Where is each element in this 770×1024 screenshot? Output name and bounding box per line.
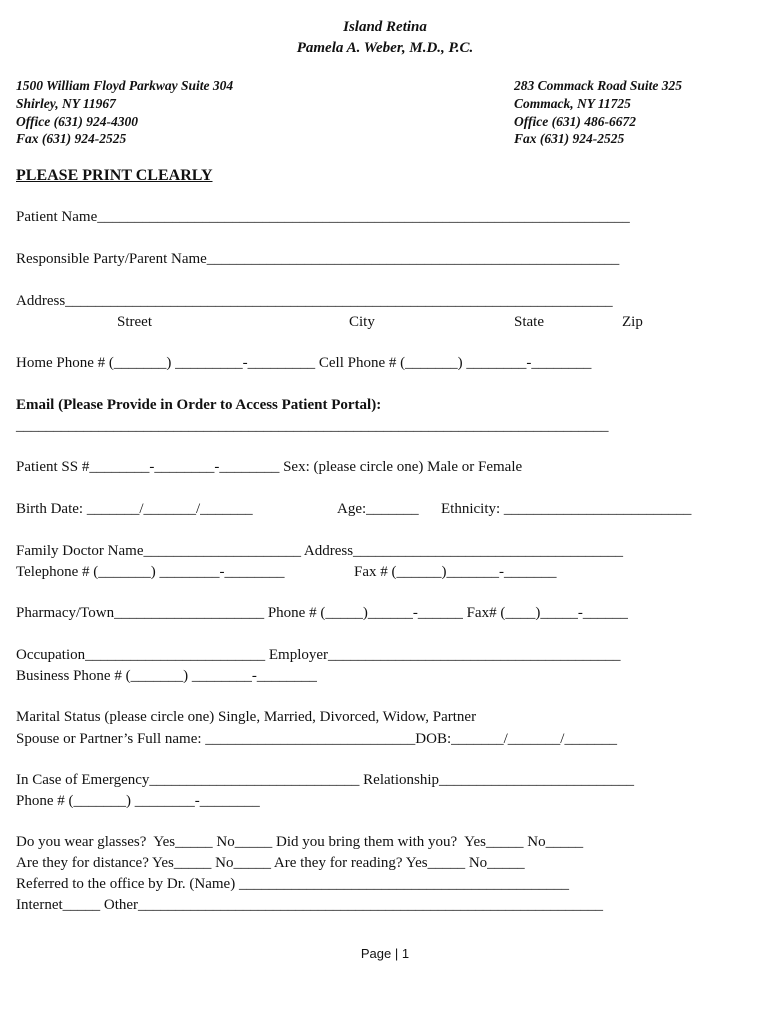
referred-by-field[interactable]: Referred to the office by Dr. (Name) ____________________________________________	[16, 876, 569, 892]
birth-date-field[interactable]: Birth Date: _______/_______/_______	[16, 501, 253, 517]
office-left-line: Office (631) 924-4300	[16, 114, 138, 129]
office-right-line: 283 Commack Road Suite 325	[514, 78, 683, 93]
ss-sex-field[interactable]: Patient SS #________-________-________ Sex: (please circle one) Male or Female	[16, 459, 523, 475]
office-right-line: Office (631) 486-6672	[514, 114, 636, 129]
office-left-line: 1500 William Floyd Parkway Suite 304	[16, 78, 234, 93]
address-city-label: City	[349, 314, 375, 330]
practice-name: Island Retina	[343, 19, 427, 35]
business-phone-field[interactable]: Business Phone # (_______) ________-________	[16, 668, 317, 684]
office-right-line: Fax (631) 924-2525	[514, 131, 625, 146]
glasses-field[interactable]: Do you wear glasses? Yes_____ No_____ Did you bring them with you? Yes_____ No_____	[16, 834, 584, 850]
responsible-party-field[interactable]: Responsible Party/Parent Name_______________________________________________________	[16, 251, 620, 267]
doctor-telephone-field[interactable]: Telephone # (_______) ________-________	[16, 564, 285, 580]
email-label: Email (Please Provide in Order to Access Patient Portal):	[16, 397, 382, 413]
address-field[interactable]: Address_________________________________________________________________________	[16, 293, 613, 309]
emergency-contact-field[interactable]: In Case of Emergency____________________________ Relationship__________________________	[16, 772, 635, 788]
office-left-line: Fax (631) 924-2525	[16, 131, 127, 146]
address-state-label: State	[514, 314, 544, 330]
age-field[interactable]: Age:_______	[337, 501, 419, 517]
spouse-field[interactable]: Spouse or Partner’s Full name: ____________________________DOB:_______/_______/_______	[16, 731, 617, 747]
glasses-use-field[interactable]: Are they for distance? Yes_____ No_____ Are they for reading? Yes_____ No_____	[16, 855, 525, 871]
pharmacy-field[interactable]: Pharmacy/Town____________________ Phone # (_____)______-______ Fax# (____)_____-______	[16, 605, 628, 621]
family-doctor-field[interactable]: Family Doctor Name_____________________ Address____________________________________	[16, 543, 624, 559]
office-right-line: Commack, NY 11725	[514, 96, 631, 111]
email-field[interactable]: _______________________________________________________________________________	[16, 418, 609, 434]
patient-name-field[interactable]: Patient Name_______________________________________________________________________	[16, 209, 630, 225]
phone-fields[interactable]: Home Phone # (_______) _________-_________ Cell Phone # (_______) ________-________	[16, 355, 592, 371]
occupation-field[interactable]: Occupation________________________ Employer_______________________________________	[16, 647, 621, 663]
doctor-fax-field[interactable]: Fax # (______)_______-_______	[354, 564, 557, 580]
address-street-label: Street	[117, 314, 152, 330]
office-left-line: Shirley, NY 11967	[16, 96, 116, 111]
address-zip-label: Zip	[622, 314, 643, 330]
referral-source-field[interactable]: Internet_____ Other______________________________________________________________	[16, 897, 604, 913]
ethnicity-field[interactable]: Ethnicity: _________________________	[441, 501, 692, 517]
marital-status-field[interactable]: Marital Status (please circle one) Single, Married, Divorced, Widow, Partner	[16, 709, 477, 725]
print-clearly-heading: PLEASE PRINT CLEARLY	[16, 167, 213, 184]
page-number: Page | 1	[360, 946, 410, 961]
emergency-phone-field[interactable]: Phone # (_______) ________-________	[16, 793, 260, 809]
doctor-name: Pamela A. Weber, M.D., P.C.	[296, 40, 474, 56]
